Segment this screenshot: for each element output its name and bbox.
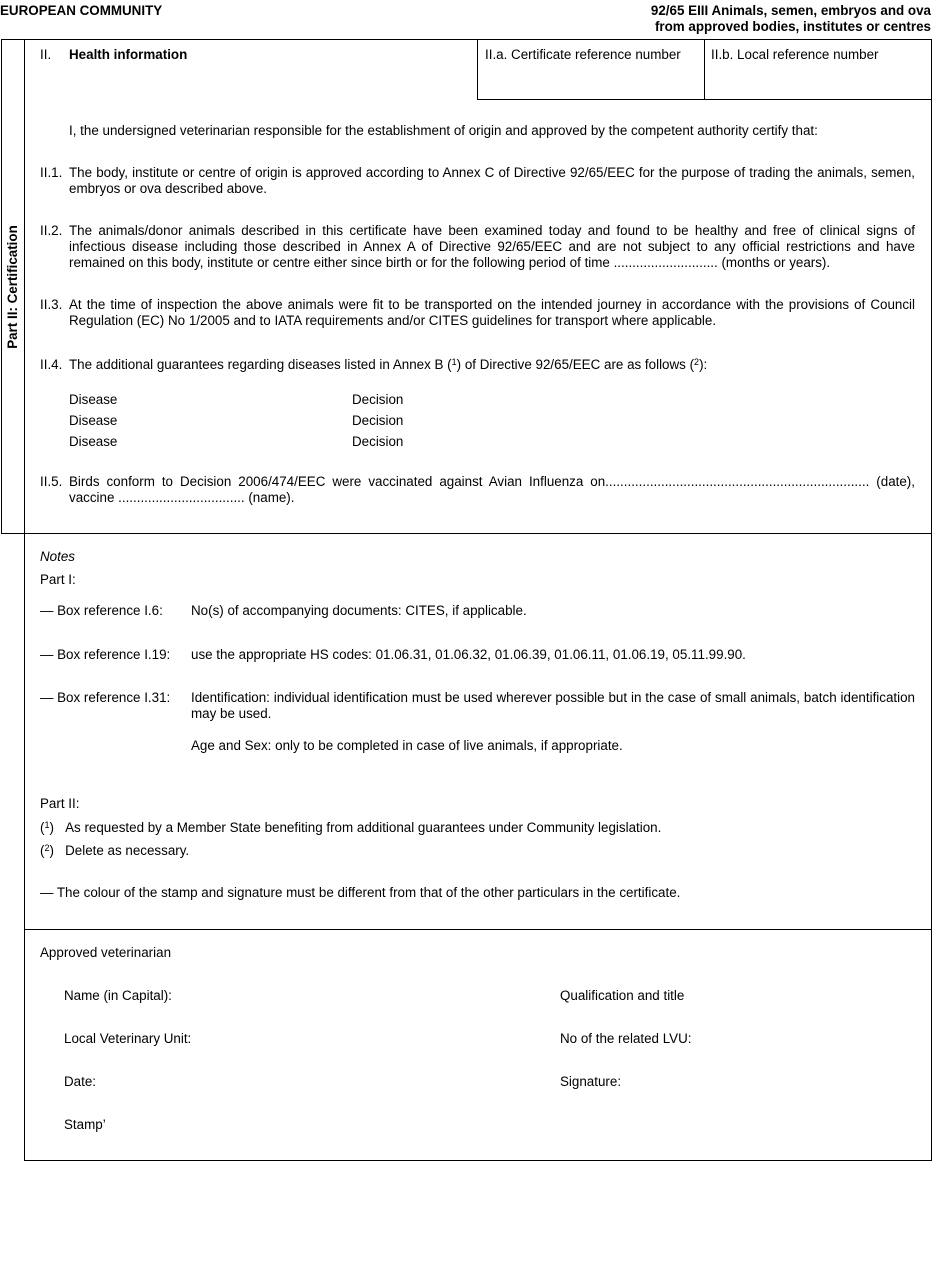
- frame-bottom: [24, 1160, 932, 1161]
- disease-label: Disease: [69, 434, 118, 449]
- notes-bottom: [24, 929, 932, 930]
- item-text-part: The additional guarantees regarding diseases listed in Annex B (: [69, 357, 452, 372]
- item-number: II.5.: [40, 474, 63, 489]
- section-number: II.: [40, 47, 52, 62]
- cert-bottom: [24, 533, 932, 534]
- certificate-reference-number: II.a. Certificate reference number: [485, 47, 681, 62]
- lvu-number-field-label: No of the related LVU:: [560, 1031, 692, 1046]
- header-right: [651, 3, 931, 35]
- side-label: [2, 40, 24, 533]
- footnote-2-text: Delete as necessary.: [65, 843, 190, 858]
- frame-right: [931, 39, 932, 1161]
- item-number: II.2.: [40, 223, 63, 238]
- frame-top: [1, 39, 931, 40]
- notes-part1: Part I:: [40, 572, 76, 587]
- ref-box-bottom: [477, 99, 932, 100]
- local-reference-number: II.b. Local reference number: [711, 47, 879, 62]
- date-field-label: Date:: [64, 1074, 97, 1089]
- box-ref-label: — Box reference I.31:: [40, 690, 171, 705]
- box-ref-label: — Box reference I.6:: [40, 603, 163, 618]
- footnote-ref: 1: [451, 357, 457, 367]
- box-ref-text: Identification: individual identification must be used wherever possible but in the case of small animals, batch identification may be used.: [191, 690, 915, 721]
- decision-label: Decision: [352, 434, 404, 449]
- item-text: [69, 357, 915, 373]
- footnote-1: ($^1$) As requested by a Member State benefiting from additional guarantees under Community legislation.: [40, 820, 662, 835]
- footnote-1-text: As requested by a Member State benefiting from additional guarantees under Community legislation.: [65, 820, 662, 835]
- item-number: II.3.: [40, 297, 63, 312]
- item-text: At the time of inspection the above animals were fit to be transported on the intended journey in accordance with the provisions of Council Regulation (EC) No 1/2005 and to IATA requirements and/or CITES guidelines for transport where applicable.: [69, 297, 915, 328]
- approved-veterinarian-title: Approved veterinarian: [40, 945, 172, 960]
- disease-label: Disease: [69, 413, 118, 428]
- item-text-part: ) of Directive 92/65/EEC are as follows (: [456, 357, 695, 372]
- item-text: The animals/donor animals described in this certificate have been examined today and found to be healthy and free of clinical signs of infectious disease including those described in Annex A of Directive 92/65/EEC and are not subject to any official restrictions and have remained on this body, institute or centre either since birth or for the following period of time ............................ (months or years).: [69, 223, 915, 270]
- footnote-2: ($^2$) Delete as necessary.: [40, 843, 190, 858]
- stamp-colour-note: — The colour of the stamp and signature must be different from that of the other particulars in the certificate.: [40, 885, 681, 900]
- section-title: Health information: [69, 47, 188, 62]
- notes-title: Notes: [40, 549, 75, 564]
- item-text: The body, institute or centre of origin is approved according to Annex C of Directive 92/65/EEC for the purpose of trading the animals, semen, embryos or ova described above.: [69, 165, 915, 196]
- ref-box-left: [477, 39, 478, 100]
- intro-statement: I, the undersigned veterinarian responsible for the establishment of origin and approved by the competent authority certify that:: [69, 123, 818, 138]
- header-right-line2: from approved bodies, institutes or centres: [654, 19, 931, 34]
- box-ref-text: No(s) of accompanying documents: CITES, if applicable.: [191, 603, 527, 618]
- frame-left-inner: [24, 39, 25, 1161]
- box-ref-text: use the appropriate HS codes: 01.06.31, 01.06.32, 01.06.39, 01.06.11, 01.06.19, 05.11.99.90.: [191, 647, 746, 662]
- header-left: EUROPEAN COMMUNITY: [0, 3, 163, 18]
- box-ref-label: — Box reference I.19:: [40, 647, 171, 662]
- ref-box-mid: [704, 39, 705, 100]
- signature-field-label: Signature:: [560, 1074, 622, 1089]
- lvu-field-label: Local Veterinary Unit:: [64, 1031, 192, 1046]
- item-text: Birds conform to Decision 2006/474/EEC were vaccinated against Avian Influenza on....................................................................... (date), vaccine .................................. (name).: [69, 474, 915, 505]
- box-ref-text-2: Age and Sex: only to be completed in case of live animals, if appropriate.: [191, 738, 623, 753]
- notes-part2: Part II:: [40, 796, 80, 811]
- qualification-field-label: Qualification and title: [560, 988, 685, 1003]
- stamp-field-label: Stamp’: [64, 1117, 106, 1132]
- footnote-ref: 2: [694, 357, 700, 367]
- name-field-label: Name (in Capital):: [64, 988, 172, 1003]
- footnote-2-mark: 2: [44, 843, 50, 853]
- decision-label: Decision: [352, 413, 404, 428]
- side-bottom: [1, 533, 25, 534]
- item-number: II.1.: [40, 165, 63, 180]
- decision-label: Decision: [352, 392, 404, 407]
- item-number: II.4.: [40, 357, 63, 372]
- disease-label: Disease: [69, 392, 118, 407]
- header-right-line1: 92/65 EIII Animals, semen, embryos and ova: [650, 3, 931, 18]
- footnote-1-mark: 1: [44, 820, 50, 830]
- item-text-part: ):: [699, 357, 708, 372]
- side-label-text: Part II: Certification: [5, 224, 20, 349]
